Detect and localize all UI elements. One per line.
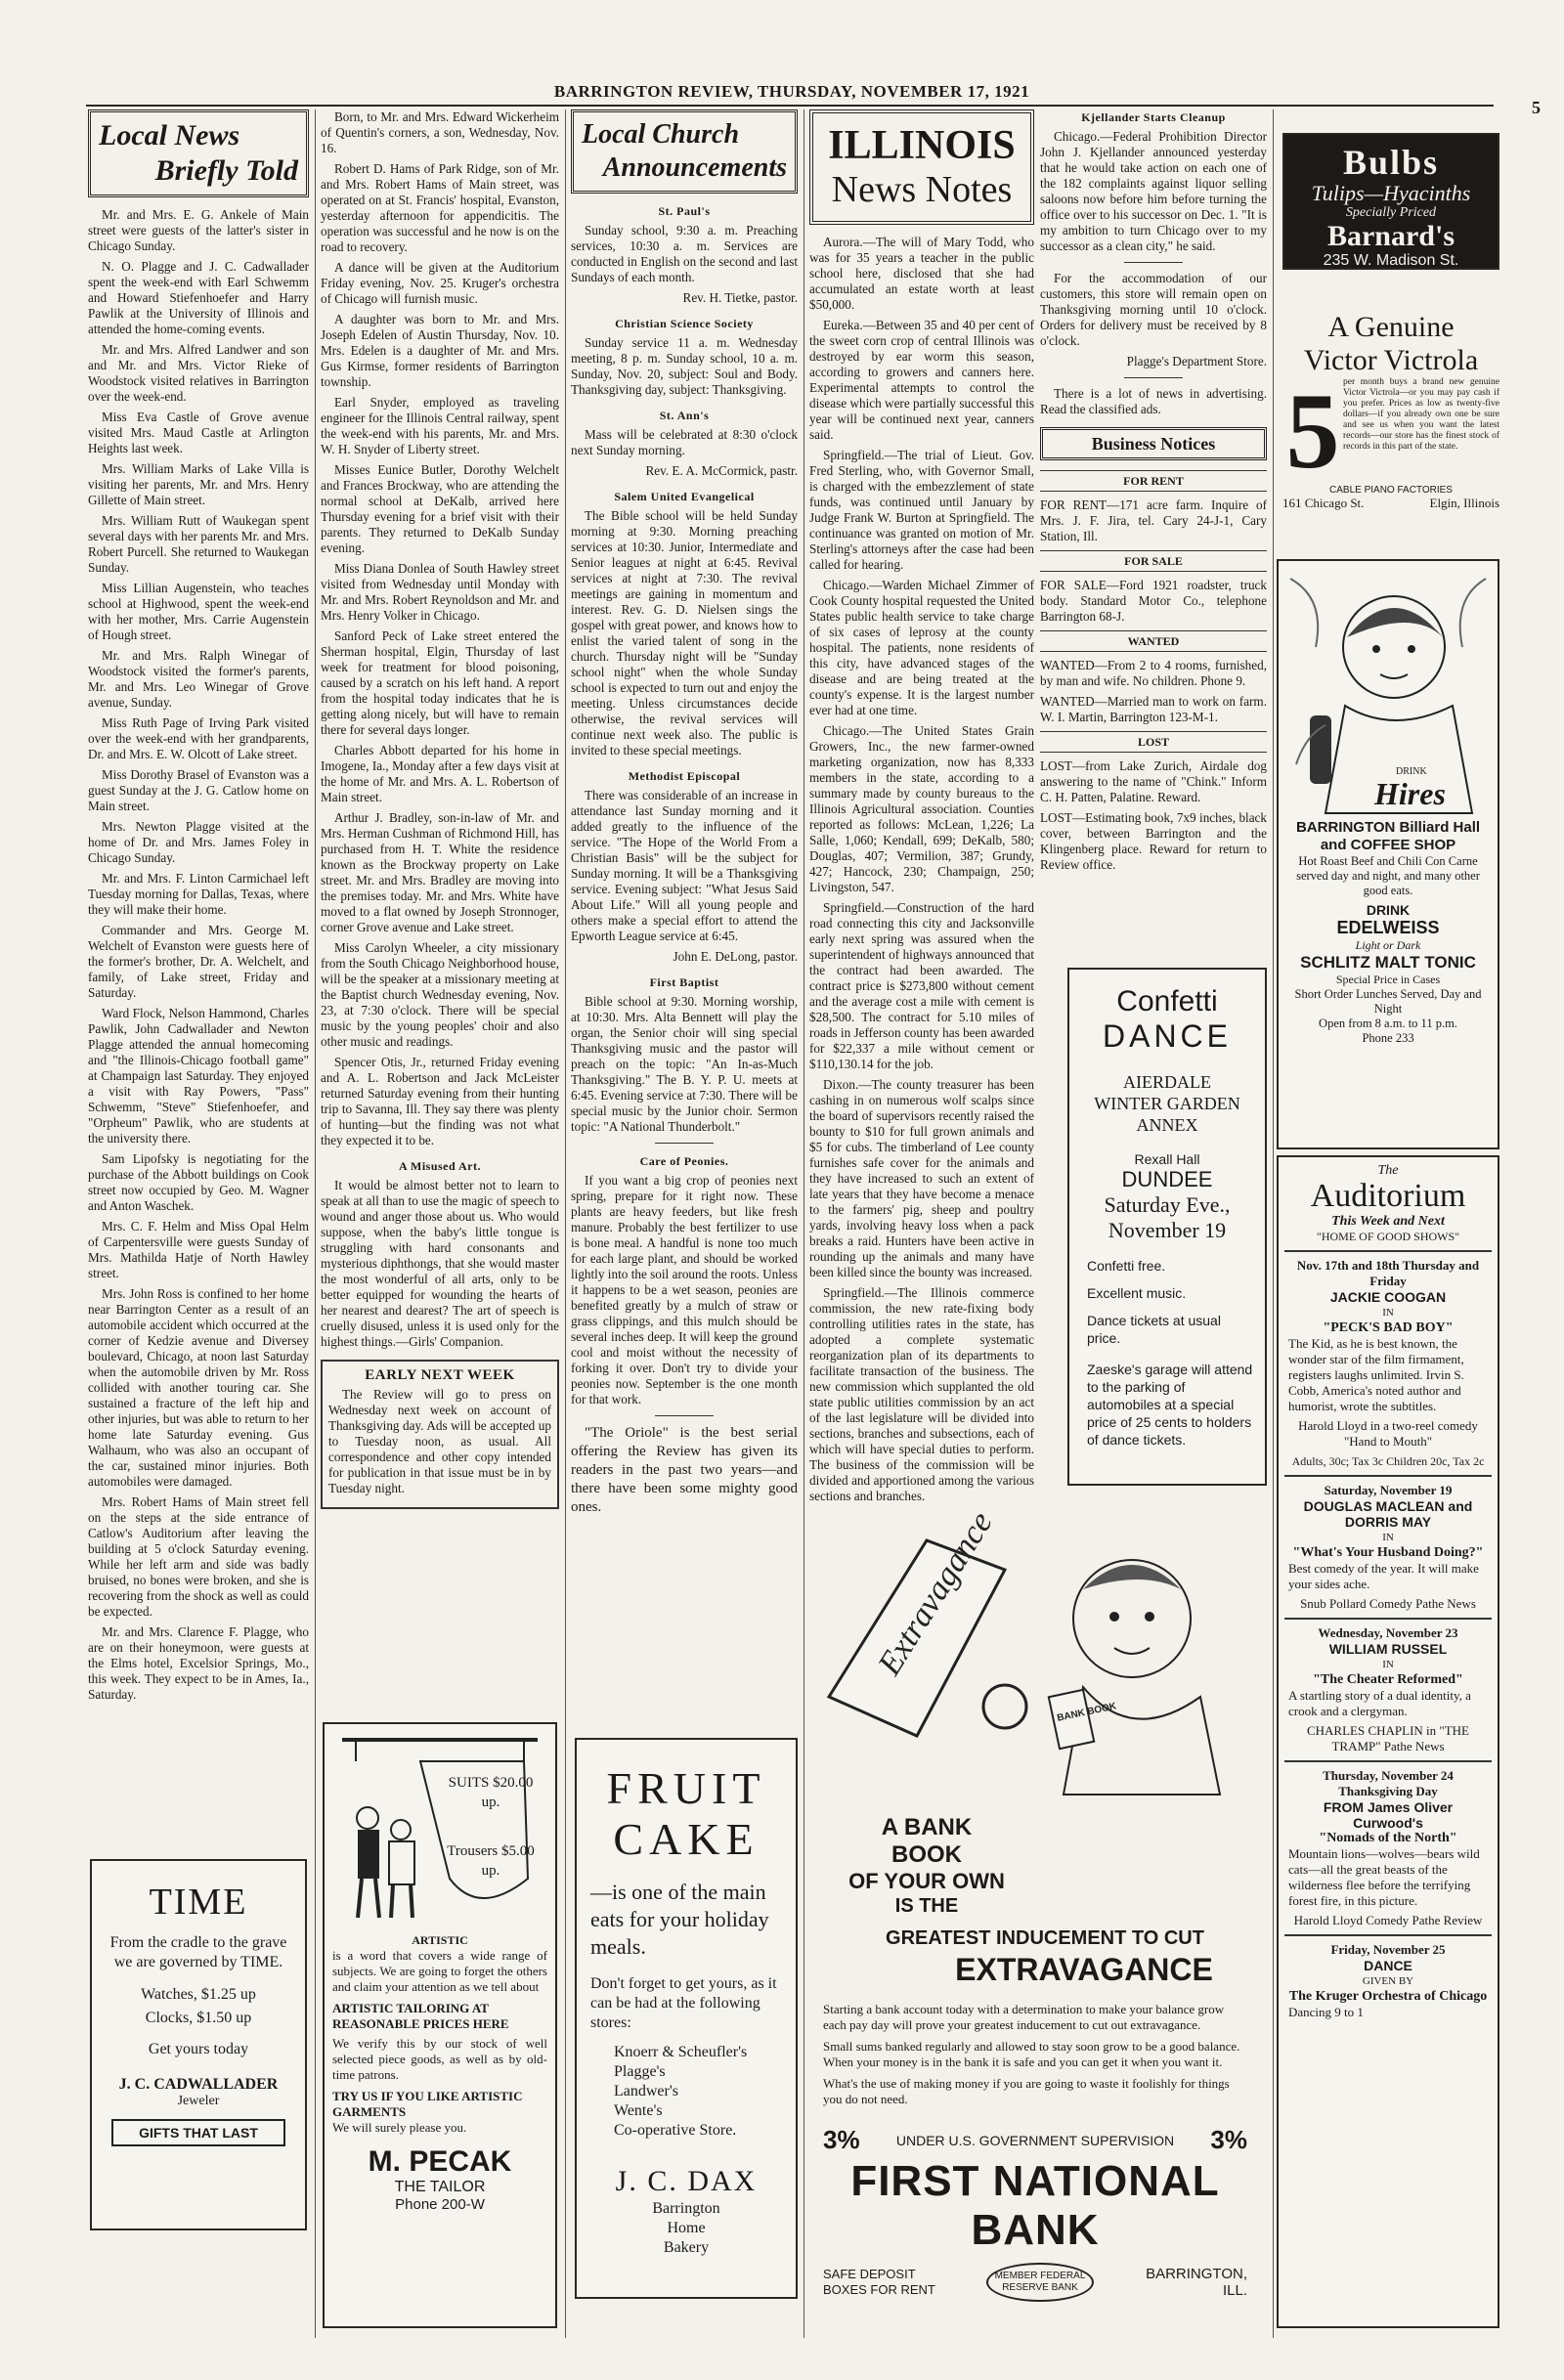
show-film: "What's Your Husband Doing?" [1292, 1545, 1484, 1560]
show-date: Nov. 17th and 18th Thursday and Friday [1296, 1258, 1480, 1288]
early-next-week-box [321, 1360, 559, 1509]
show-description: Best comedy of the year. It will make your sides ache. [1288, 1561, 1479, 1591]
pecak-verify: We verify this by our stock of well selected piece goods, as well as by old-time patrons. [332, 2036, 547, 2082]
show-in: IN [1382, 1659, 1394, 1670]
time-ad-watches: Watches, $1.25 up [141, 1986, 256, 2003]
show-star: DOUGLAS MACLEAN and DORRIS MAY [1303, 1498, 1473, 1530]
fruitcake-forget: Don't forget to get yours, as it can be had at the following stores: [590, 1975, 777, 2031]
show-listing [1284, 1250, 1492, 1475]
victrola-ad [1282, 311, 1499, 536]
show-listing [1284, 1934, 1492, 2026]
classified-heading: WANTED [1040, 630, 1267, 652]
auditorium-tag: "HOME OF GOOD SHOWS" [1316, 1230, 1460, 1243]
bank-supervision: UNDER U.S. GOVERNMENT SUPERVISION [895, 2132, 1175, 2148]
time-ad-cta: Get yours today [148, 2041, 249, 2057]
news-item: Arthur J. Bradley, son-in-law of Mr. and Mrs. Herman Cushman of Richmond Hill, has purchased from H. T. White the residence known as the Brockway property on Lake street. Mr. and Mrs. Bradley are moving into the premises today. Mr. and Mrs. White have moved to a flat owned by Joseph Stronnoger, corner Grove avenue and Lake street. [321, 810, 559, 934]
classified-item: LOST—from Lake Zurich, Airdale dog answering to the name of "Chink." Inform C. H. Patten, Palatine. Reward. [1040, 758, 1267, 804]
show-price: Adults, 30c; Tax 3c Children 20c, Tax 2c [1291, 1454, 1485, 1468]
confetti-date-2: November 19 [1108, 1218, 1227, 1242]
news-item: Commander and Mrs. George M. Welchelt of Evanston were guests here of the former's brother, Dr. A. Welchelt, and family, of Lake street, Friday and Saturday. [88, 923, 309, 1000]
news-item: Miss Dorothy Brasel of Evanston was a guest Sunday at the J. G. Catlow home on Main street. [88, 767, 309, 813]
church-entry [571, 203, 798, 306]
show-in: GIVEN BY [1362, 1975, 1414, 1987]
pecak-please: We will surely please you. [332, 2120, 467, 2135]
kjellander-text: Chicago.—Federal Prohibition Director John J. Kjellander announced yesterday that he would take action on each one of the 182 complaints against liquor selling saloons now before him before turning the office over to his successor on Dec. 1. "It is my ambition to turn Chicago over to my successor as a clean city," he said. [1040, 129, 1267, 253]
auditorium-sub: This Week and Next [1331, 1214, 1445, 1229]
confetti-venue: AIERDALE WINTER GARDEN ANNEX [1094, 1072, 1240, 1135]
bank-paragraph-1: Starting a bank account today with a determination to make your balance grow each pay day will prove your greatest inducement to cut out extravagance. [823, 2002, 1225, 2032]
church-text: The Bible school will be held Sunday morning at 9:30. Morning preaching services at 10:30. Junior, Intermediate and Senior leagues at night at 6:45. Revival services at night at 7:30. The revival meetings are gaining in momentum and interest. Rev. G. D. Nielsen sings the gospel with great power, and knows how to enlist the varied talent of song in the church. Thursday night will be "Sunday school night" when the whole Sunday school is expected to turn out and enjoy the meeting. Unless circumstances decide otherwise, the revival services will continue next week also. The public is invited to these special meetings. [571, 508, 798, 757]
bank-illustration-icon [809, 1501, 1277, 1814]
local-news-column-2 [321, 109, 559, 1600]
victrola-address: 161 Chicago St. [1282, 496, 1365, 510]
show-listing [1284, 1618, 1492, 1760]
church-items [571, 203, 798, 1135]
bank-name: FIRST NATIONAL BANK [850, 2157, 1220, 2254]
plagge-signature: Plagge's Department Store. [1126, 354, 1267, 368]
news-item: Spencer Otis, Jr., returned Friday evening and A. L. Robertson and Jack McLeister returned Saturday evening from their hunting trip to Savanna, Ill. They say there was plenty of hunting—but the finding was not what they expected it to be. [321, 1055, 559, 1147]
cadwallader-time-ad [90, 1859, 307, 2230]
show-extra: Snub Pollard Comedy Pathe News [1300, 1596, 1476, 1611]
church-entry [571, 974, 798, 1135]
news-item: Born, to Mr. and Mrs. Edward Wickerheim of Quentin's corners, a son, Wednesday, Nov. 16. [321, 109, 559, 155]
bulbs-title: Bulbs [1342, 143, 1440, 182]
confetti-dance-ad [1067, 968, 1267, 1486]
classified-item: FOR SALE—Ford 1921 roadster, truck body. Standard Motor Co., telephone Barrington 68-J. [1040, 578, 1267, 624]
show-description: Mountain lions—wolves—bears wild cats—all the great beasts of the wilderness flee before the terrifying forest fire, in this picture. [1288, 1846, 1480, 1908]
auditorium-title: Auditorium [1310, 1178, 1466, 1214]
church-entry [571, 316, 798, 398]
show-date: Saturday, November 19 [1324, 1483, 1453, 1497]
first-national-bank-ad [802, 1493, 1269, 2328]
edelweiss-sub: Light or Dark [1355, 938, 1421, 952]
news-item: Mrs. John Ross is confined to her home near Barrington Center as a result of an automobile accident which occurred at the corner of Kedzie avenue and Diversey boulevard, Chicago, at noon last Saturday when the automobile driven by Mr. Ross collided with another touring car. She sustained a fracture of the left hip and other injuries, but was able to return to her home late Saturday evening. Gus Walhaum, who was also an occupant of the car, sustained minor injuries. Both automobiles were damaged. [88, 1286, 309, 1489]
store-name: Co-operative Store. [614, 2122, 737, 2139]
news-item: Springfield.—Construction of the hard road connecting this city and Jacksonville early next spring was assured when the superintendent of highways announced that the contract had been awarded. The contract price is $273,800 without cement and the average cost a mile with cement is $28,500. The contract for 5.10 miles of roads in Jefferson county has been awarded for $22,337 a mile without cement or $110,130.14 for the job. [809, 900, 1034, 1071]
news-item: Charles Abbott departed for his home in Imogene, Ia., Monday after a few days visit at the home of Mr. and Mrs. A. L. Robertson of Main street. [321, 743, 559, 804]
fruitcake-title-2: CAKE [613, 1814, 760, 1864]
peonies-title: Care of Peonies. [639, 1154, 729, 1168]
news-item: Mr. and Mrs. Alfred Landwer and son and Mr. and Mrs. Victor Rieke of Woodstock visited relatives in Barrington over the week-end. [88, 342, 309, 404]
news-item: Sanford Peck of Lake street entered the Sherman hospital, Elgin, Thursday of last week for treatment for blood poisoning, caused by a scratch on his left hand. A report from the hospital today indicates that he is getting along nicely, but will have to remain there for several days longer. [321, 628, 559, 737]
news-item: Sam Lipofsky is negotiating for the purchase of the Abbott buildings on Cook street now occupied by Geo. M. Wagner and Anton Waschek. [88, 1151, 309, 1213]
church-text: Bible school at 9:30. Morning worship, at 10:30. Mrs. Alta Bennett will play the organ, the Senior choir will sing special Thanksgiving music and the pastor will preach on the topic: "An In-as-Much Thanksgiving." The B. Y. P. U. meets at 6:45. Evening service at 7:30. There will be special music by the Junior choir. Sermon topic: "A National Thunderbolt." [571, 994, 798, 1134]
classified-item: WANTED—Married man to work on farm. W. I. Martin, Barrington 123-M-1. [1040, 694, 1267, 724]
business-column [1040, 109, 1267, 970]
plagge-notice: For the accommodation of our customers, this store will remain open on Thanksgiving morning until 10 o'clock. Orders for delivery must be received by 8 o'clock. [1040, 271, 1267, 348]
auditorium-the: The [1377, 1163, 1399, 1178]
news-item: Chicago.—Warden Michael Zimmer of Cook County hospital requested the United States public health service to take charge of six cases of leprosy at the county hospital. The patients, none residents of this city, have advanced stages of the disease and are being treated at the county's expense. It is the largest number ever had at one time. [809, 578, 1034, 717]
misused-art-text: It would be almost better not to learn to speak at all than to use the magic of speech to wound and anger those about us. Who would suppose, when the baby's little tongue is struggling with hard consonants and mysterious diphthongs, that she would master the most wonderful of all arts, only to be better equipped for wounding the hearts of her nearest and dearest? The art of speech is cruelly disused, unless it is used only for the highest things.—Girls' Companion. [321, 1178, 559, 1349]
bank-paragraph-2: Small sums banked regularly and allowed to stay soon grow to be a good balance. When your money is in the bank it is safe and you can get it when you want it. [823, 2039, 1240, 2069]
bank-headline-5: EXTRAVAGANCE [955, 1952, 1213, 1987]
show-film: "The Cheater Reformed" [1313, 1672, 1463, 1687]
illinois-items [809, 235, 1034, 1504]
separator [655, 1143, 714, 1144]
classified-item: FOR RENT—171 acre farm. Inquire of Mrs. J. F. Jira, tel. Cary 24-J-1, Cary Station, Ill. [1040, 498, 1267, 543]
show-description: The Kid, as he is best known, the wonder star of the film firmament, registers laughs unlimited. Irvin S. Cobb, America's noted author and humorist, wrote the subtitles. [1288, 1336, 1464, 1413]
column-rule [315, 109, 316, 2338]
bank-headline-4: GREATEST INDUCEMENT TO CUT [886, 1927, 1204, 1949]
tailor-illustration-icon [332, 1732, 547, 1927]
show-extra: Harold Lloyd Comedy Pathe Review [1293, 1913, 1483, 1927]
local-news-heading: Local News Briefly Told [88, 109, 309, 197]
bank-rate-left: 3% [823, 2125, 860, 2154]
victrola-store: CABLE PIANO FACTORIES [1329, 485, 1453, 496]
news-item: Miss Diana Donlea of South Hawley street visited from Wednesday until Monday with Mr. and Mrs. Robert Reynoldson and Mr. and Mrs. Henry Volker in Chicago. [321, 561, 559, 623]
classified-note: There is a lot of news in advertising. Read the classified ads. [1040, 386, 1267, 416]
news-item: Earl Snyder, employed as traveling engineer for the Illinois Central railway, spent the week-end with his parents, Mr. and Mrs. W. H. Snyder of Liberty street. [321, 395, 559, 456]
masthead-rule [86, 105, 1494, 107]
fruitcake-line3: Bakery [663, 2239, 710, 2256]
hires-name: Hires [1374, 776, 1446, 811]
church-text: Sunday service 11 a. m. Wednesday meeting, 8 p. m. Sunday school, 10 a. m. Sunday, Nov. 20, subject: Soul and Body. Thanksgiving day, subject: Thanksgiving. [571, 335, 798, 397]
auditorium-ad [1277, 1155, 1499, 2328]
show-listing [1284, 1760, 1492, 1934]
confetti-free: Confetti free. [1087, 1258, 1166, 1274]
barnards-bulbs-ad [1282, 133, 1499, 270]
fruitcake-text: —is one of the main eats for your holiday meals. [590, 1880, 769, 1959]
show-date: Friday, November 25 [1330, 1942, 1446, 1957]
show-extra: CHARLES CHAPLIN in "THE TRAMP" Pathe News [1306, 1723, 1469, 1753]
time-ad-banner: GIFTS THAT LAST [111, 2119, 285, 2146]
news-item: Robert D. Hams of Park Ridge, son of Mr. and Mrs. Robert Hams of Main street, was operated on at St. Francis' hospital, Evanston, yesterday afternoon for appendicitis. The operation was successful and he now is on the road to recovery. [321, 161, 559, 254]
church-name: St. Paul's [658, 204, 711, 218]
peonies-text: If you want a big crop of peonies next spring, prepare for it right now. These plants are heavy feeders, but like fresh manure. Probably the best fertilizer to use is bone meal. A handful is none too much for each large plant, and should be worked lightly into the soil around the roots. Unless it happens to be a wet season, peonies are benefited greatly by a mulch of straw or grass clippings, and this mulch should be several inches deep. It will keep the ground cool and moist without the necessity of forking it over. Don't try to divide your peonies now. September is the one month for that work. [571, 1173, 798, 1406]
show-extra: Harold Lloyd in a two-reel comedy "Hand to Mouth" [1298, 1418, 1478, 1449]
bank-safe-deposit: SAFE DEPOSIT BOXES FOR RENT [823, 2267, 935, 2297]
church-column [571, 109, 798, 1712]
fruitcake-stores [614, 2043, 759, 2141]
billiard-hall-ad [1277, 559, 1499, 1149]
classified-heading: FOR RENT [1040, 470, 1267, 492]
pecak-try: TRY US IF YOU LIKE ARTISTIC GARMENTS [332, 2089, 523, 2119]
show-date: Wednesday, November 23 [1318, 1625, 1458, 1640]
confetti-title-1: Confetti [1116, 985, 1218, 1017]
classified-item: LOST—Estimating book, 7x9 inches, black cover, between Barrington and the Klingenberg place. Reward for return to Review office. [1040, 810, 1267, 872]
news-item: A dance will be given at the Auditorium Friday evening, Nov. 25. Kruger's orchestra of Chicago will furnish music. [321, 260, 559, 306]
hires-drink: DRINK [1396, 766, 1427, 777]
church-name: First Baptist [649, 975, 719, 989]
illinois-heading: ILLINOIS News Notes [809, 109, 1034, 225]
bank-headline-1: A BANK BOOK [881, 1814, 973, 1868]
hours-text: Open from 8 a.m. to 11 p.m. [1319, 1017, 1457, 1030]
pecak-artistic-text: is a word that covers a wide range of subjects. We are going to forget the others and claim your attention as we tell about [332, 1948, 547, 1994]
news-item: Mrs. C. F. Helm and Miss Opal Helm of Carpentersville were guests Sunday of Mrs. Mathilda Hatje of North Hawley street. [88, 1219, 309, 1280]
show-description: Dancing 9 to 1 [1288, 2005, 1364, 2019]
church-text: Mass will be celebrated at 8:30 o'clock next Sunday morning. [571, 427, 798, 457]
show-listing [1284, 1475, 1492, 1618]
oriole-note: "The Oriole" is the best serial offering the Review has given its readers in the past two years—and there have been some mighty good ones. [571, 1425, 798, 1515]
early-next-week-title: EARLY NEXT WEEK [365, 1367, 515, 1383]
news-item: Miss Eva Castle of Grove avenue visited Mrs. Maud Castle at Arlington Heights last week. [88, 410, 309, 455]
show-film: "PECK'S BAD BOY" [1323, 1320, 1454, 1335]
bulbs-priced: Specially Priced [1345, 205, 1437, 220]
time-ad-clocks: Clocks, $1.50 up [145, 2010, 252, 2026]
church-entry [571, 768, 798, 965]
show-date: Thursday, November 24 Thanksgiving Day [1323, 1768, 1454, 1798]
bank-footer-row [823, 2263, 1247, 2302]
church-signature: Rev. H. Tietke, pastor. [682, 290, 798, 305]
fruitcake-title-1: FRUIT [606, 1763, 766, 1813]
show-film: The Kruger Orchestra of Chicago [1288, 1989, 1488, 2004]
show-film: "Nomads of the North" [1319, 1831, 1457, 1845]
billiard-title: BARRINGTON Billiard Hall and COFFEE SHOP [1295, 819, 1481, 853]
pecak-tailoring: ARTISTIC TAILORING AT REASONABLE PRICES HERE [332, 2001, 509, 2031]
show-star: JACKIE COOGAN [1329, 1289, 1447, 1305]
confetti-title-2: DANCE [1102, 1018, 1232, 1054]
illinois-news-column [809, 109, 1034, 1503]
news-item: Mr. and Mrs. E. G. Ankele of Main street were guests of the latter's sister in Chicago Sunday. [88, 207, 309, 253]
fruit-cake-ad [575, 1738, 798, 2299]
church-name: Methodist Episcopal [628, 769, 741, 783]
news-item: Mr. and Mrs. Ralph Winegar of Woodstock visited the former's parents, Mr. and Mrs. Leo Winegar of Grove avenue, Sunday. [88, 648, 309, 710]
drink-label: DRINK [1366, 902, 1411, 918]
confetti-tickets: Dance tickets at usual price. [1087, 1313, 1221, 1346]
news-item: Miss Lillian Augenstein, who teaches school at Highwood, spent the week-end with her mother, Mrs. Carrie Augenstein of Hough street. [88, 581, 309, 642]
victrola-name: Victor Victrola [1303, 344, 1479, 376]
bank-ribbon-text: Extravagance [871, 1505, 1000, 1682]
news-item: Chicago.—The United States Grain Growers, Inc., the new farmer-owned marketing organization, now has 8,333 members in the state, according to a summary made by county bureaus to the Illinois Agricultural association. Counties reported as follows: McLean, 1,226; La Salle, 1,060; Kendall, 699; DeKalb, 580; Douglas, 407; Vermilion, 387; Grundy, 427; Hancock, 230; Champaign, 250; Livingston, 547. [809, 723, 1034, 894]
local-news-items-2 [321, 109, 559, 1148]
classified-heading: LOST [1040, 731, 1267, 753]
church-text: Sunday school, 9:30 a. m. Preaching services, 10:30 a. m. Services are conducted in English on the second and last Sundays of each month. [571, 223, 798, 284]
church-signature: John E. DeLong, pastor. [673, 949, 798, 964]
lunch-text: Short Order Lunches Served, Day and Night [1294, 987, 1482, 1016]
bank-headline-2: OF YOUR OWN [848, 1869, 1005, 1893]
store-name: Wente's [614, 2102, 663, 2119]
pecak-name: M. PECAK [368, 2145, 512, 2178]
time-ad-title: TIME [149, 1882, 248, 1923]
church-heading: Local Church Announcements [571, 109, 798, 194]
column-rule [1273, 109, 1274, 2338]
news-item: Mr. and Mrs. F. Linton Carmichael left Tuesday morning for Dallas, Texas, where they will make their home. [88, 871, 309, 917]
masthead: BARRINGTON REVIEW, THURSDAY, NOVEMBER 17, 1921 [553, 82, 1030, 101]
news-item: Miss Carolyn Wheeler, a city missionary from the South Chicago Neighborhood house, will be the speaker at a missionary meeting at the Baptist church Wednesday evening, Nov. 23, at 7:30 o'clock. There will be special music by the young peoples' choir and also other music and readings. [321, 940, 559, 1049]
classified-item: WANTED—From 2 to 4 rooms, furnished, by man and wife. No children. Phone 9. [1040, 658, 1267, 688]
bulbs-address: 235 W. Madison St. [1323, 252, 1459, 269]
show-in: IN [1382, 1532, 1394, 1543]
victrola-price: 5 [1285, 371, 1340, 491]
church-name: Christian Science Society [615, 317, 754, 330]
show-in: IN [1382, 1307, 1394, 1319]
schlitz-label: SCHLITZ MALT TONIC [1300, 953, 1476, 972]
bank-paragraph-3: What's the use of making money if you are going to waste it foolishly for things you do not need. [823, 2076, 1230, 2106]
news-item: Mrs. Newton Plagge visited at the home of Dr. and Mrs. James Foley in Chicago Sunday. [88, 819, 309, 865]
church-entry [571, 489, 798, 758]
news-item: Eureka.—Between 35 and 40 per cent of the sweet corn crop of central Illinois was destroyed by ear worm this season, according to growers and canners here. Experimental attempts to control the disease which were partially successful this year will be continued next year, canners said. [809, 318, 1034, 442]
early-next-week-text: The Review will go to press on Wednesday next week on account of Thanksgiving day. Ads will be accepted up to Tuesday noon, as usual. All correspondence and other copy intended for publication in that issue must be in by Tuesday night. [328, 1387, 551, 1495]
news-item: Mrs. William Marks of Lake Villa is visiting her parents, Mr. and Mrs. Henry Gillette of Main street. [88, 461, 309, 507]
store-name: Knoerr & Scheufler's [614, 2044, 748, 2060]
store-name: Landwer's [614, 2083, 678, 2099]
bank-supervision-row [823, 2125, 1247, 2155]
fruitcake-name: J. C. DAX [615, 2165, 758, 2197]
news-item: Aurora.—The will of Mary Todd, who was for 35 years a teacher in the public school here, disclosed that she had accumulated an estate worth at least $50,000. [809, 235, 1034, 312]
confetti-town: DUNDEE [1121, 1167, 1213, 1191]
edelweiss-label: EDELWEISS [1336, 918, 1440, 937]
separator [655, 1415, 714, 1416]
victrola-town: Elgin, Illinois [1429, 496, 1499, 510]
church-signature: Rev. E. A. McCormick, pastr. [645, 463, 798, 478]
pecak-tailor-ad [323, 1722, 557, 2328]
bank-town: BARRINGTON, ILL. [1146, 2266, 1247, 2299]
news-item: Ward Flock, Nelson Hammond, Charles Pawlik, John Cadwallader and Newton Plagge attended the annual homecoming and "the Illinois-Chicago football game" at Champaign last Saturday. They enjoyed a visit with Ray Powers, "Pass" Schwemm, "Steve" Stiefenhoefer, and "Orpheum" Pawlik, who are students at the university there. [88, 1006, 309, 1146]
billiard-phone: Phone 233 [1362, 1031, 1414, 1045]
confetti-parking: Zaeske's garage will attend to the parking of automobiles at a special price of 25 cents to holders of dance tickets. [1087, 1362, 1253, 1448]
classified-heading: FOR SALE [1040, 550, 1267, 572]
news-item: Mrs. Robert Hams of Main street fell on the steps at the side entrance of Catlow's Auditorium after leaving the building at 5 o'clock Saturday evening. While her left arm and side was badly bruised, no bones were broken, and she is recovering from the shock as well as could be expected. [88, 1494, 309, 1619]
victrola-text: per month buys a brand new genuine Victor Victrola—or you may pay cash if you prefer. Prices as low as twenty-five dollars—if you already own one be sure and see us when you want the latest records—our store has the finest stock of records in this part of the state. [1343, 377, 1499, 452]
bulbs-sub: Tulips—Hyacinths [1311, 181, 1471, 205]
column-rule [565, 109, 566, 2338]
show-star: FROM James Oliver Curwood's [1323, 1799, 1454, 1831]
classified-sections [1040, 470, 1267, 873]
federal-reserve-seal: MEMBER FEDERAL RESERVE BANK [986, 2263, 1094, 2302]
fruitcake-line1: Barrington [652, 2200, 720, 2217]
auditorium-shows [1284, 1250, 1492, 2026]
business-notices-heading: Business Notices [1040, 427, 1267, 460]
bank-headline-3: IS THE [894, 1895, 959, 1917]
news-item: N. O. Plagge and J. C. Cadwallader spent the week-end with Earl Schwemm and Howard Stiefenhoefer and Harry Pawlik at the University of Illinois and attended the home-coming events. [88, 259, 309, 336]
victrola-footer [1282, 496, 1499, 511]
kjellander-title: Kjellander Starts Cleanup [1081, 110, 1226, 124]
time-ad-role: Jeweler [177, 2094, 220, 2108]
fruitcake-line2: Home [667, 2220, 706, 2236]
pecak-trousers: Trousers $5.00 up. [447, 1843, 535, 1879]
news-item: Miss Ruth Page of Irving Park visited over the week-end with her grandparents, Dr. and Mrs. E. W. Olcott of Lake street. [88, 715, 309, 761]
church-name: Salem United Evangelical [614, 490, 755, 503]
separator [1124, 377, 1183, 378]
victrola-title: A Genuine [1327, 311, 1455, 343]
show-description: A startling story of a dual identity, a crook and a clergyman. [1288, 1688, 1471, 1718]
local-news-column [88, 109, 309, 1849]
billiard-text: Hot Roast Beef and Chili Con Carne served day and night, and many other good eats. [1296, 854, 1480, 897]
news-item: Springfield.—The trial of Lieut. Gov. Fred Sterling, who, with Governor Small, is charged with the embezzlement of state funds, was continued until January by Judge Frank W. Burton at Springfield. The continuance was granted on motion of Mr. Sterling's attorneys after the case had been called for hearing. [809, 448, 1034, 572]
time-ad-text: From the cradle to the grave we are governed by TIME. [109, 1934, 287, 1970]
news-item: Mr. and Mrs. Clarence F. Plagge, who are on their honeymoon, were guests at the Elms hotel, Excelsior Springs, Mo., this week. They expect to be in Ames, Ia., Saturday. [88, 1624, 309, 1702]
confetti-date-1: Saturday Eve., [1104, 1192, 1231, 1217]
bank-book-label: BANK BOOK [1056, 1701, 1118, 1724]
bank-rate-right: 3% [1210, 2125, 1247, 2154]
pecak-phone: Phone 200-W [395, 2196, 485, 2213]
news-item: A daughter was born to Mr. and Mrs. Joseph Edelen of Austin Thursday, Nov. 10. Mrs. Edelen is a daughter of Mr. and Mrs. Gus Kirmse, former residents of Barrington township. [321, 312, 559, 389]
confetti-music: Excellent music. [1087, 1285, 1187, 1301]
pecak-suits: SUITS $20.00 up. [448, 1775, 534, 1810]
page-number: 5 [1532, 98, 1541, 117]
news-item: Dixon.—The county treasurer has been cashing in on numerous wolf scalps since the board of supervisors recently raised the bounty to $10 for full grown animals and $5 for cubs. The timberland of Lee county furnishes safe cover for the animals and they have increased to such an extent of late years that they have become a menace to the farmers' pig, sheep and poultry yards, involving heavy loss when a pack breaks a raid. Hunters have been active in rounding up the animals and many have been killed since the bounty was increased. [809, 1077, 1034, 1279]
church-text: There was considerable of an increase in attendance last Sunday morning and it added greatly to the influence of the service. "The Hope of the World From a Christian Basis" will be the subject for Sunday morning. It will be a Thanksgiving service. Evening subject: "What Jesus Said About Life." Will all young people and others make a special effort to attend the Epworth League service at 6:45. [571, 788, 798, 943]
time-ad-name: J. C. CADWALLADER [118, 2076, 279, 2093]
news-item: Misses Eunice Butler, Dorothy Welchelt and Frances Brockway, who are attending the normal school at DeKalb, arrived here Thursday evening for a brief visit with their parents. They returned to DeKalb Sunday evening. [321, 462, 559, 555]
store-name: Plagge's [614, 2063, 666, 2080]
separator [1124, 262, 1183, 263]
pecak-role: THE TAILOR [394, 2179, 486, 2195]
confetti-hall: Rexall Hall [1134, 1151, 1200, 1167]
news-item: Mrs. William Rutt of Waukegan spent several days with her parents Mr. and Mrs. Robert Purcell. She returned to Waukegan Sunday. [88, 513, 309, 575]
church-name: St. Ann's [659, 409, 710, 422]
local-news-items [88, 207, 309, 1703]
bulbs-store: Barnard's [1326, 220, 1455, 252]
church-entry [571, 408, 798, 479]
show-star: DANCE [1364, 1958, 1412, 1973]
pecak-artistic-title: ARTISTIC [412, 1933, 468, 1947]
show-star: WILLIAM RUSSEL [1328, 1641, 1448, 1657]
misused-art-title: A Misused Art. [398, 1159, 481, 1173]
schlitz-sub: Special Price in Cases [1335, 973, 1441, 986]
news-item: Springfield.—The Illinois commerce commission, the new rate-fixing body controlling utilities rates in the state, has adopted a complete systematic reorganization plan of its departments to facilitate transaction of the business. The new commission which supplanted the old state public utilities commission by an act of the last legislature will be divided into sections, branches and subsections, each of which will have special duties to perform. The business of the commission will be divided and apportioned among the various sections and branches. [809, 1285, 1034, 1503]
